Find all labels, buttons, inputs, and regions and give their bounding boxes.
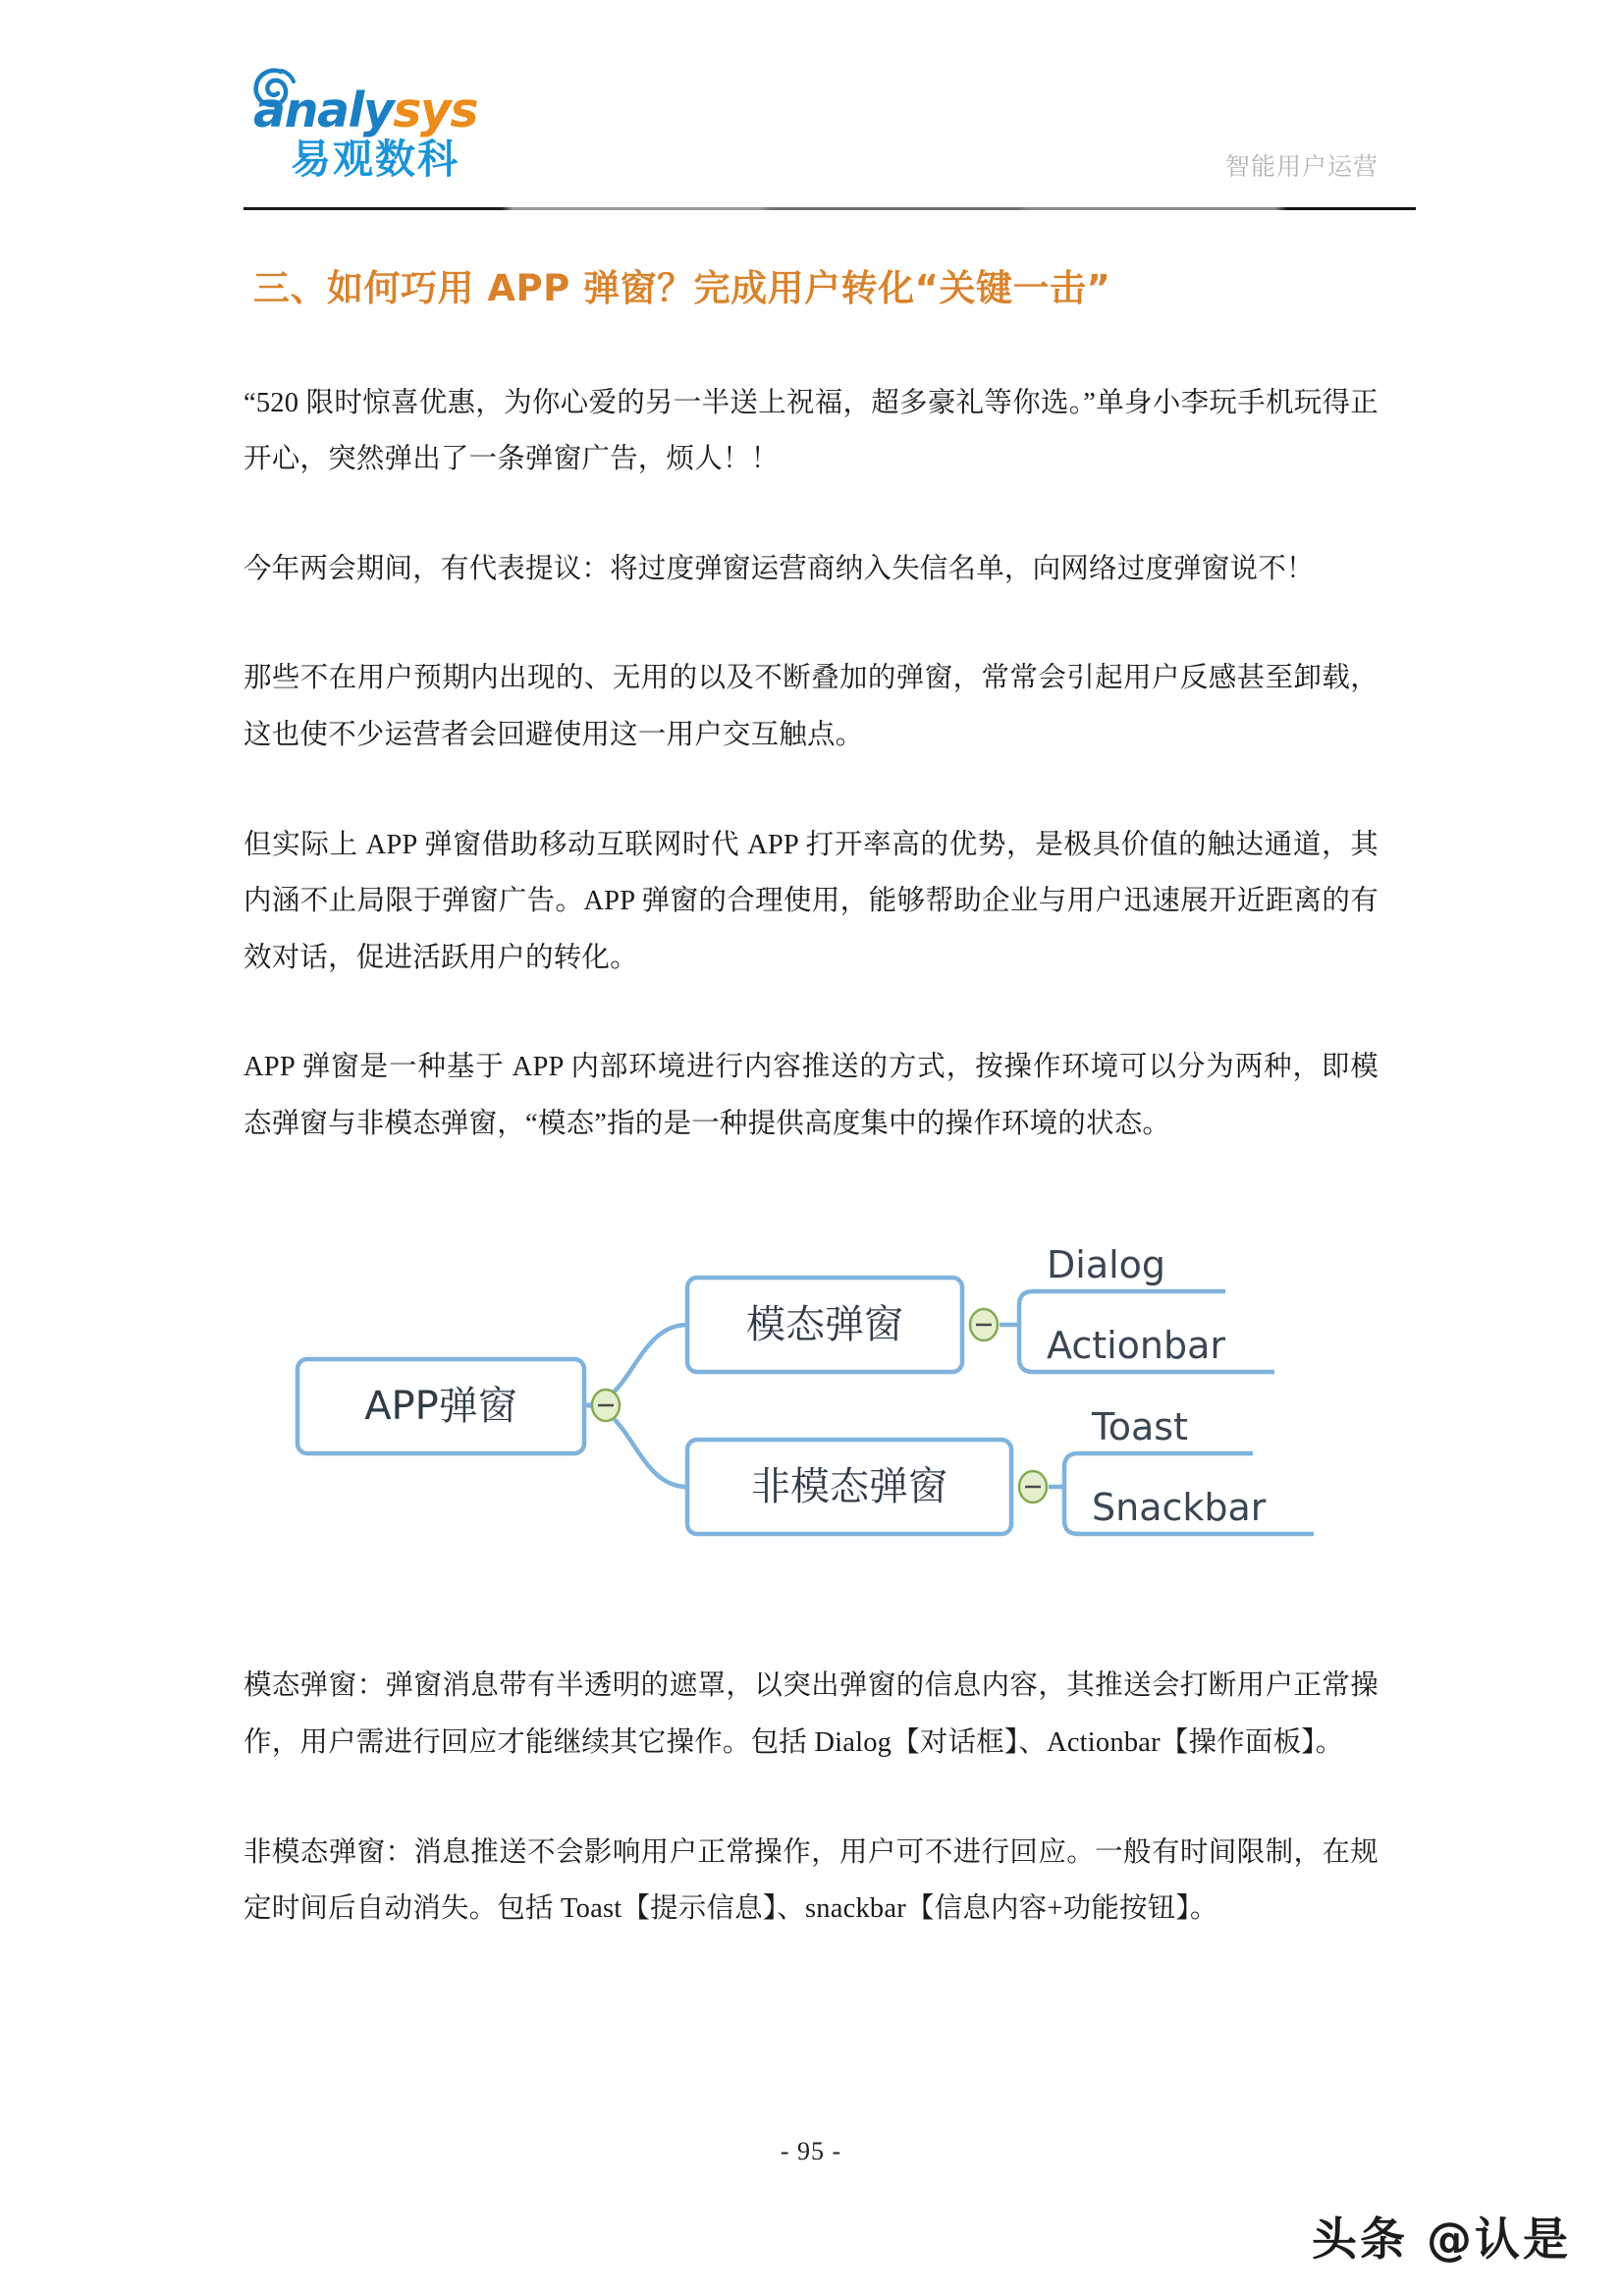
logo-text-blue: analy: [253, 82, 394, 138]
paragraph-4: 但实际上 APP 弹窗借助移动互联网时代 APP 打开率高的优势，是极具价值的触达通道，其内涵不止局限于弹窗广告。APP 弹窗的合理使用，能够帮助企业与用户迅速展开近距离的有效对话，促进活跃用户的转化。: [243, 829, 1379, 973]
collapse-minus-icon-nonmodal[interactable]: [1019, 1471, 1047, 1503]
header-right-label: 智能用户运营: [1224, 152, 1379, 181]
mindmap-node-modal-label: 模态弹窗: [746, 1302, 903, 1348]
paragraph-2: 今年两会期间，有代表提议：将过度弹窗运营商纳入失信名单，向网络过度弹窗说不！: [243, 553, 1315, 584]
spacer: [243, 597, 1379, 650]
logo-wordmark: [253, 82, 479, 138]
spacer: [243, 314, 1379, 375]
connector-nonmodal-to-toast: [1064, 1453, 1253, 1487]
page-number: - 95 -: [780, 2137, 842, 2165]
watermark: 头条 @认是: [1311, 2213, 1571, 2266]
collapse-minus-icon-root[interactable]: [592, 1390, 620, 1421]
spacer: [243, 1772, 1379, 1825]
logo-text-chinese: 易观数科: [291, 136, 460, 183]
mindmap-leaf-actionbar[interactable]: Actionbar: [1047, 1324, 1226, 1368]
paragraph-1: “520 限时惊喜优惠，为你心爱的另一半送上祝福，超多豪礼等你选。”单身小李玩手机玩得正开心，突然弹出了一条弹窗广告，烦人！！: [243, 387, 1379, 475]
mindmap-figure: [243, 1207, 1379, 1605]
section-title: 三、如何巧用 APP 弹窗？完成用户转化“关键一击”: [253, 267, 1111, 309]
paragraph-5: APP 弹窗是一种基于 APP 内部环境进行内容推送的方式，按操作环境可以分为两种，即模态弹窗与非模态弹窗，“模态”指的是一种提供高度集中的操作环境的状态。: [243, 1052, 1379, 1139]
mindmap-svg: [243, 1207, 1379, 1605]
mindmap-node-root-label: APP弹窗: [364, 1384, 517, 1430]
paragraph-3: 那些不在用户预期内出现的、无用的以及不断叠加的弹窗，常常会引起用户反感甚至卸载，这也使不少运营者会回避使用这一用户交互触点。: [243, 663, 1379, 751]
spacer: [243, 1605, 1379, 1658]
spacer: [243, 488, 1379, 541]
paragraph-6: 模态弹窗：弹窗消息带有半透明的遮罩，以突出弹窗的信息内容，其推送会打断用户正常操作，用户需进行回应才能继续其它操作。包括 Dialog【对话框】、Actionbar【操作面板】。: [243, 1670, 1379, 1758]
logo-text-orange: sys: [393, 82, 478, 138]
spacer: [243, 764, 1379, 817]
connector-modal-to-dialog: [1019, 1291, 1225, 1325]
spacer: [243, 986, 1379, 1039]
document-content: [243, 246, 1379, 1938]
analysys-logo: [253, 82, 479, 183]
paragraph-7: 非模态弹窗：消息推送不会影响用户正常操作，用户可不进行回应。一般有时间限制，在规定时间后自动消失。包括 Toast【提示信息】、snackbar【信息内容+功能按钮】。: [243, 1836, 1379, 1925]
collapse-minus-icon-modal[interactable]: [970, 1309, 998, 1340]
header-divider: [243, 207, 1416, 210]
page-header: [0, 0, 1622, 214]
mindmap-leaf-toast[interactable]: Toast: [1092, 1405, 1188, 1449]
mindmap-node-nonmodal-label: 非模态弹窗: [751, 1464, 947, 1510]
mindmap-leaf-snackbar[interactable]: Snackbar: [1092, 1486, 1267, 1530]
mindmap-leaf-dialog[interactable]: Dialog: [1047, 1243, 1166, 1287]
